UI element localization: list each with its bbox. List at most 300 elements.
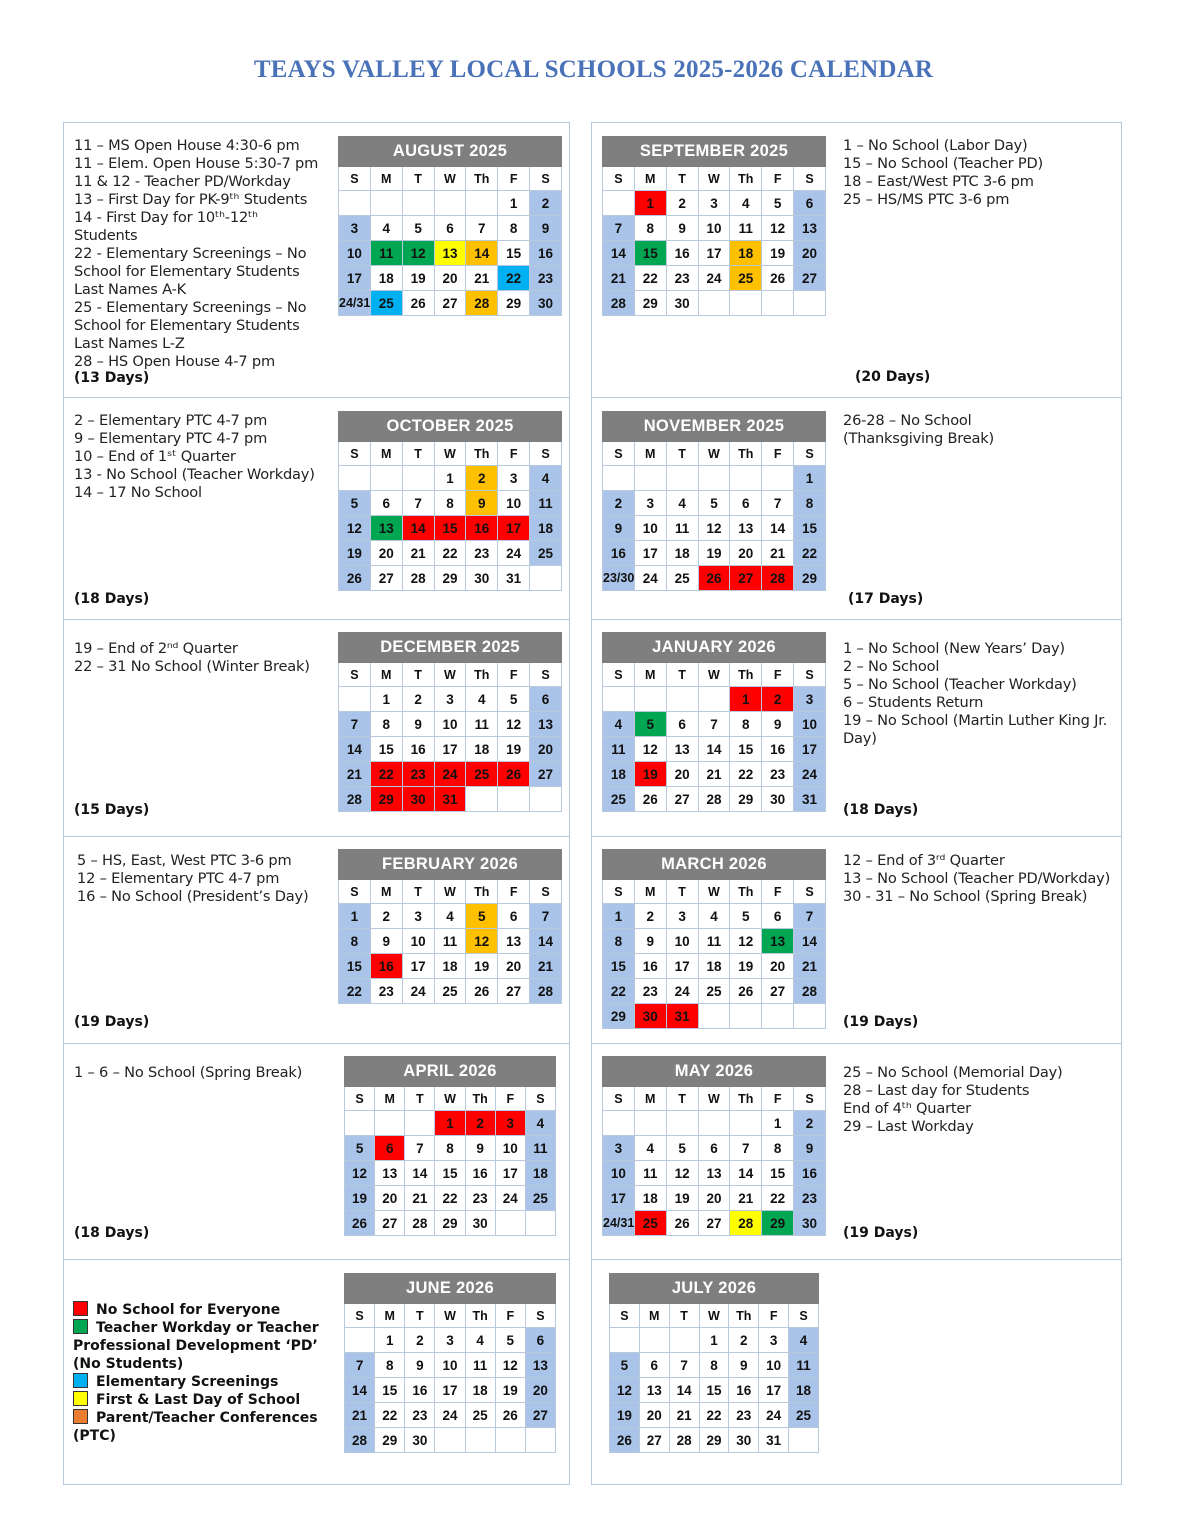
day-cell: 10 [759, 1353, 789, 1378]
empty-day-cell [666, 466, 698, 491]
day-cell: 1 [603, 904, 635, 929]
weekday-header: S [530, 442, 562, 466]
weekday-header: F [498, 442, 530, 466]
empty-day-cell [698, 1111, 730, 1136]
instructional-days-count: (17 Days) [848, 591, 924, 607]
day-cell: 5 [495, 1328, 525, 1353]
day-cell: 10 [495, 1136, 525, 1161]
note-line: 13 - No School (Teacher Workday) [74, 466, 315, 483]
day-cell: 9 [405, 1353, 435, 1378]
day-cell: 13 [730, 516, 762, 541]
day-cell: 28 [603, 291, 635, 316]
weekday-header: S [603, 442, 635, 466]
legend-item [73, 1301, 331, 1319]
empty-day-cell [698, 291, 730, 316]
day-cell: 20 [762, 954, 794, 979]
day-cell: 26 [634, 787, 666, 812]
day-cell: 25 [789, 1403, 819, 1428]
note-line: 28 – Last day for Students [843, 1082, 1030, 1099]
day-cell: 13 [370, 516, 402, 541]
instructional-days-count: (18 Days) [843, 802, 919, 818]
weekday-header: F [762, 167, 794, 191]
day-cell: 23 [465, 1186, 495, 1211]
day-cell: 14 [762, 516, 794, 541]
day-cell: 4 [530, 466, 562, 491]
empty-day-cell [762, 466, 794, 491]
day-cell: 28 [730, 1211, 762, 1236]
day-cell: 26 [345, 1211, 375, 1236]
empty-day-cell [603, 687, 635, 712]
day-cell: 27 [666, 787, 698, 812]
day-cell: 30 [402, 787, 434, 812]
day-cell: 8 [730, 712, 762, 737]
day-cell: 10 [666, 929, 698, 954]
day-cell: 13 [794, 216, 826, 241]
empty-day-cell [402, 466, 434, 491]
divider [591, 1043, 1122, 1044]
day-cell: 10 [498, 491, 530, 516]
day-cell: 31 [666, 1004, 698, 1029]
legend-label: Teacher Workday or Teacher Professional Development ‘PD’ (No Students) [73, 1320, 319, 1372]
empty-day-cell [610, 1328, 640, 1353]
weekday-header: Th [730, 167, 762, 191]
weekday-header: S [794, 167, 826, 191]
day-cell: 7 [762, 491, 794, 516]
day-cell: 18 [466, 737, 498, 762]
day-cell: 19 [495, 1378, 525, 1403]
day-cell: 24 [698, 266, 730, 291]
weekday-header: S [603, 1087, 635, 1111]
day-cell: 6 [498, 904, 530, 929]
day-cell: 17 [434, 737, 466, 762]
legend-swatch [73, 1391, 88, 1406]
day-cell: 30 [466, 566, 498, 591]
day-cell: 10 [603, 1161, 635, 1186]
day-cell: 1 [730, 687, 762, 712]
day-cell: 3 [759, 1328, 789, 1353]
legend-label: No School for Everyone [96, 1302, 281, 1318]
day-cell: 2 [402, 687, 434, 712]
day-cell: 28 [794, 979, 826, 1004]
empty-day-cell [603, 1111, 635, 1136]
weekday-header: W [434, 442, 466, 466]
day-cell: 16 [729, 1378, 759, 1403]
empty-day-cell [495, 1428, 525, 1453]
day-cell: 16 [405, 1378, 435, 1403]
day-cell: 14 [345, 1378, 375, 1403]
day-cell: 11 [434, 929, 466, 954]
day-cell: 3 [339, 216, 371, 241]
weekday-header: W [698, 663, 730, 687]
day-cell: 20 [698, 1186, 730, 1211]
day-cell: 12 [402, 241, 434, 266]
weekday-header: M [370, 442, 402, 466]
day-cell: 24 [402, 979, 434, 1004]
day-cell: 2 [634, 904, 666, 929]
instructional-days-count: (18 Days) [74, 591, 150, 607]
day-cell: 30 [405, 1428, 435, 1453]
day-cell: 6 [530, 687, 562, 712]
day-cell: 29 [730, 787, 762, 812]
note-line: 19 – No School (Martin Luther King Jr. Day) [843, 712, 1112, 747]
day-cell: 7 [405, 1136, 435, 1161]
day-cell: 2 [666, 191, 698, 216]
note-line: 10 – End of 1ˢᵗ Quarter [74, 448, 236, 465]
day-cell: 29 [435, 1211, 465, 1236]
day-cell: 19 [498, 737, 530, 762]
day-cell: 15 [434, 516, 466, 541]
weekday-header: Th [466, 880, 498, 904]
note-line: 25 - Elementary Screenings – No School for Elementary Students Last Names L-Z [74, 299, 311, 352]
divider [63, 1043, 570, 1044]
day-cell: 17 [498, 516, 530, 541]
day-cell: 29 [375, 1428, 405, 1453]
weekday-header: W [698, 442, 730, 466]
day-cell: 12 [730, 929, 762, 954]
note-line: 30 - 31 – No School (Spring Break) [843, 888, 1088, 905]
day-cell: 27 [375, 1211, 405, 1236]
instructional-days-count: (19 Days) [843, 1014, 919, 1030]
day-cell: 20 [525, 1378, 555, 1403]
day-cell: 26 [498, 762, 530, 787]
day-cell: 11 [730, 216, 762, 241]
day-cell: 7 [603, 216, 635, 241]
day-cell: 12 [339, 516, 371, 541]
day-cell: 20 [498, 954, 530, 979]
divider [591, 397, 1122, 398]
day-cell: 17 [666, 954, 698, 979]
empty-day-cell [698, 466, 730, 491]
day-cell: 16 [666, 241, 698, 266]
month-notes-august [74, 137, 324, 371]
day-cell: 22 [730, 762, 762, 787]
day-cell: 30 [666, 291, 698, 316]
weekday-header: T [666, 442, 698, 466]
month-calendar-april-2026 [344, 1056, 556, 1236]
day-cell: 3 [603, 1136, 635, 1161]
day-cell: 2 [530, 191, 562, 216]
weekday-header: Th [466, 442, 498, 466]
day-cell: 13 [498, 929, 530, 954]
day-cell: 15 [498, 241, 530, 266]
weekday-header: M [639, 1304, 669, 1328]
day-cell: 20 [370, 541, 402, 566]
day-cell: 14 [405, 1161, 435, 1186]
day-cell: 16 [530, 241, 562, 266]
weekday-header: M [370, 880, 402, 904]
day-cell: 30 [465, 1211, 495, 1236]
note-line: 25 – HS/MS PTC 3-6 pm [843, 191, 1010, 208]
day-cell: 5 [339, 491, 371, 516]
weekday-header: S [345, 1087, 375, 1111]
day-cell: 11 [603, 737, 635, 762]
day-cell: 30 [634, 1004, 666, 1029]
day-cell: 8 [699, 1353, 729, 1378]
day-cell: 16 [603, 541, 635, 566]
weekday-header: T [666, 880, 698, 904]
day-cell: 4 [465, 1328, 495, 1353]
empty-day-cell [339, 191, 371, 216]
day-cell: 31 [498, 566, 530, 591]
note-line: 11 – MS Open House 4:30-6 pm [74, 137, 300, 154]
note-line: 2 – Elementary PTC 4-7 pm [74, 412, 268, 429]
day-cell: 22 [339, 979, 371, 1004]
day-cell: 14 [669, 1378, 699, 1403]
day-cell: 25 [466, 762, 498, 787]
day-cell: 13 [639, 1378, 669, 1403]
day-cell: 14 [730, 1161, 762, 1186]
month-notes-february [77, 852, 337, 906]
day-cell: 12 [610, 1378, 640, 1403]
day-cell: 18 [530, 516, 562, 541]
day-cell: 2 [370, 904, 402, 929]
weekday-header: F [498, 167, 530, 191]
day-cell: 19 [634, 762, 666, 787]
day-cell: 18 [434, 954, 466, 979]
day-cell: 19 [339, 541, 371, 566]
day-cell: 17 [495, 1161, 525, 1186]
day-cell: 3 [498, 466, 530, 491]
day-cell: 28 [698, 787, 730, 812]
day-cell: 16 [402, 737, 434, 762]
day-cell: 12 [698, 516, 730, 541]
day-cell: 16 [465, 1161, 495, 1186]
day-cell: 20 [794, 241, 826, 266]
note-line: 19 – End of 2ⁿᵈ Quarter [74, 640, 238, 657]
month-title: MARCH 2026 [603, 850, 826, 880]
day-cell: 20 [730, 541, 762, 566]
weekday-header: Th [466, 663, 498, 687]
weekday-header: T [402, 880, 434, 904]
day-cell: 24/31 [603, 1211, 635, 1236]
day-cell: 15 [634, 241, 666, 266]
weekday-header: M [375, 1087, 405, 1111]
day-cell: 13 [762, 929, 794, 954]
month-calendar-august-2025 [338, 136, 562, 316]
note-line: 2 – No School [843, 658, 940, 675]
day-cell: 5 [634, 712, 666, 737]
day-cell: 8 [794, 491, 826, 516]
day-cell: 31 [434, 787, 466, 812]
day-cell: 15 [435, 1161, 465, 1186]
day-cell: 8 [762, 1136, 794, 1161]
day-cell: 18 [666, 541, 698, 566]
empty-day-cell [370, 191, 402, 216]
day-cell: 24/31 [339, 291, 371, 316]
weekday-header: W [699, 1304, 729, 1328]
day-cell: 4 [698, 904, 730, 929]
empty-day-cell [339, 466, 371, 491]
day-cell: 29 [603, 1004, 635, 1029]
divider [63, 1259, 570, 1260]
day-cell: 13 [698, 1161, 730, 1186]
day-cell: 9 [666, 216, 698, 241]
day-cell: 6 [730, 491, 762, 516]
day-cell: 1 [498, 191, 530, 216]
day-cell: 10 [339, 241, 371, 266]
day-cell: 1 [634, 191, 666, 216]
note-line: 11 – Elem. Open House 5:30-7 pm [74, 155, 319, 172]
day-cell: 27 [698, 1211, 730, 1236]
day-cell: 14 [603, 241, 635, 266]
weekday-header: F [495, 1087, 525, 1111]
day-cell: 15 [730, 737, 762, 762]
day-cell: 6 [794, 191, 826, 216]
day-cell: 4 [634, 1136, 666, 1161]
weekday-header: S [525, 1087, 555, 1111]
day-cell: 27 [639, 1428, 669, 1453]
weekday-header: F [498, 880, 530, 904]
weekday-header: S [794, 880, 826, 904]
day-cell: 17 [603, 1186, 635, 1211]
day-cell: 20 [639, 1403, 669, 1428]
legend-label: Parent/Teacher Conferences (PTC) [73, 1410, 318, 1444]
day-cell: 8 [339, 929, 371, 954]
day-cell: 17 [634, 541, 666, 566]
day-cell: 4 [434, 904, 466, 929]
month-notes-december [74, 640, 334, 676]
day-cell: 19 [466, 954, 498, 979]
day-cell: 9 [762, 712, 794, 737]
month-calendar-june-2026 [344, 1273, 556, 1453]
empty-day-cell [789, 1428, 819, 1453]
month-title: APRIL 2026 [345, 1057, 556, 1087]
weekday-header: S [794, 442, 826, 466]
day-cell: 11 [466, 712, 498, 737]
note-line: 25 – No School (Memorial Day) [843, 1064, 1063, 1081]
weekday-header: Th [730, 442, 762, 466]
empty-day-cell [698, 1004, 730, 1029]
weekday-header: M [370, 167, 402, 191]
weekday-header: T [669, 1304, 699, 1328]
day-cell: 11 [634, 1161, 666, 1186]
day-cell: 16 [634, 954, 666, 979]
day-cell: 3 [435, 1328, 465, 1353]
day-cell: 14 [339, 737, 371, 762]
weekday-header: W [698, 880, 730, 904]
empty-day-cell [345, 1111, 375, 1136]
day-cell: 22 [699, 1403, 729, 1428]
day-cell: 28 [405, 1211, 435, 1236]
day-cell: 14 [466, 241, 498, 266]
day-cell: 15 [699, 1378, 729, 1403]
month-notes-november [843, 412, 1043, 448]
day-cell: 5 [698, 491, 730, 516]
day-cell: 5 [762, 191, 794, 216]
note-line: 6 – Students Return [843, 694, 984, 711]
weekday-header: W [435, 1087, 465, 1111]
day-cell: 3 [402, 904, 434, 929]
weekday-header: S [794, 1087, 826, 1111]
empty-day-cell [434, 191, 466, 216]
day-cell: 11 [666, 516, 698, 541]
day-cell: 21 [698, 762, 730, 787]
day-cell: 1 [699, 1328, 729, 1353]
day-cell: 17 [759, 1378, 789, 1403]
note-line: 9 – Elementary PTC 4-7 pm [74, 430, 268, 447]
day-cell: 5 [345, 1136, 375, 1161]
legend-item [73, 1319, 331, 1373]
note-line: 1 – No School (New Years’ Day) [843, 640, 1065, 657]
day-cell: 27 [525, 1403, 555, 1428]
day-cell: 12 [762, 216, 794, 241]
day-cell: 1 [339, 904, 371, 929]
day-cell: 16 [370, 954, 402, 979]
day-cell: 11 [465, 1353, 495, 1378]
weekday-header: S [794, 663, 826, 687]
day-cell: 12 [495, 1353, 525, 1378]
empty-day-cell [339, 687, 371, 712]
day-cell: 27 [794, 266, 826, 291]
day-cell: 21 [794, 954, 826, 979]
empty-day-cell [530, 787, 562, 812]
day-cell: 2 [794, 1111, 826, 1136]
day-cell: 6 [762, 904, 794, 929]
month-calendar-september-2025 [602, 136, 826, 316]
empty-day-cell [634, 466, 666, 491]
day-cell: 25 [370, 291, 402, 316]
day-cell: 27 [370, 566, 402, 591]
empty-day-cell [466, 787, 498, 812]
day-cell: 6 [698, 1136, 730, 1161]
day-cell: 23 [729, 1403, 759, 1428]
weekday-header: F [762, 442, 794, 466]
day-cell: 17 [435, 1378, 465, 1403]
day-cell: 20 [434, 266, 466, 291]
month-calendar-november-2025 [602, 411, 826, 591]
day-cell: 7 [345, 1353, 375, 1378]
weekday-header: S [530, 880, 562, 904]
day-cell: 7 [339, 712, 371, 737]
day-cell: 22 [375, 1403, 405, 1428]
day-cell: 8 [434, 491, 466, 516]
empty-day-cell [666, 687, 698, 712]
day-cell: 22 [603, 979, 635, 1004]
day-cell: 11 [370, 241, 402, 266]
weekday-header: M [634, 167, 666, 191]
day-cell: 1 [435, 1111, 465, 1136]
day-cell: 1 [762, 1111, 794, 1136]
day-cell: 18 [634, 1186, 666, 1211]
day-cell: 12 [666, 1161, 698, 1186]
day-cell: 22 [794, 541, 826, 566]
day-cell: 21 [402, 541, 434, 566]
weekday-header: T [402, 442, 434, 466]
day-cell: 19 [402, 266, 434, 291]
weekday-header: S [603, 880, 635, 904]
divider [63, 397, 570, 398]
day-cell: 20 [666, 762, 698, 787]
weekday-header: S [789, 1304, 819, 1328]
day-cell: 7 [402, 491, 434, 516]
note-line: 28 – HS Open House 4-7 pm [74, 353, 275, 370]
day-cell: 25 [530, 541, 562, 566]
day-cell: 15 [375, 1378, 405, 1403]
day-cell: 13 [530, 712, 562, 737]
day-cell: 25 [730, 266, 762, 291]
divider [591, 619, 1122, 620]
day-cell: 23/30 [603, 566, 635, 591]
note-line: 1 – 6 – No School (Spring Break) [74, 1064, 303, 1081]
day-cell: 22 [762, 1186, 794, 1211]
day-cell: 3 [495, 1111, 525, 1136]
weekday-header: S [339, 442, 371, 466]
weekday-header: S [610, 1304, 640, 1328]
day-cell: 28 [669, 1428, 699, 1453]
day-cell: 6 [639, 1353, 669, 1378]
month-title: NOVEMBER 2025 [603, 412, 826, 442]
day-cell: 23 [370, 979, 402, 1004]
